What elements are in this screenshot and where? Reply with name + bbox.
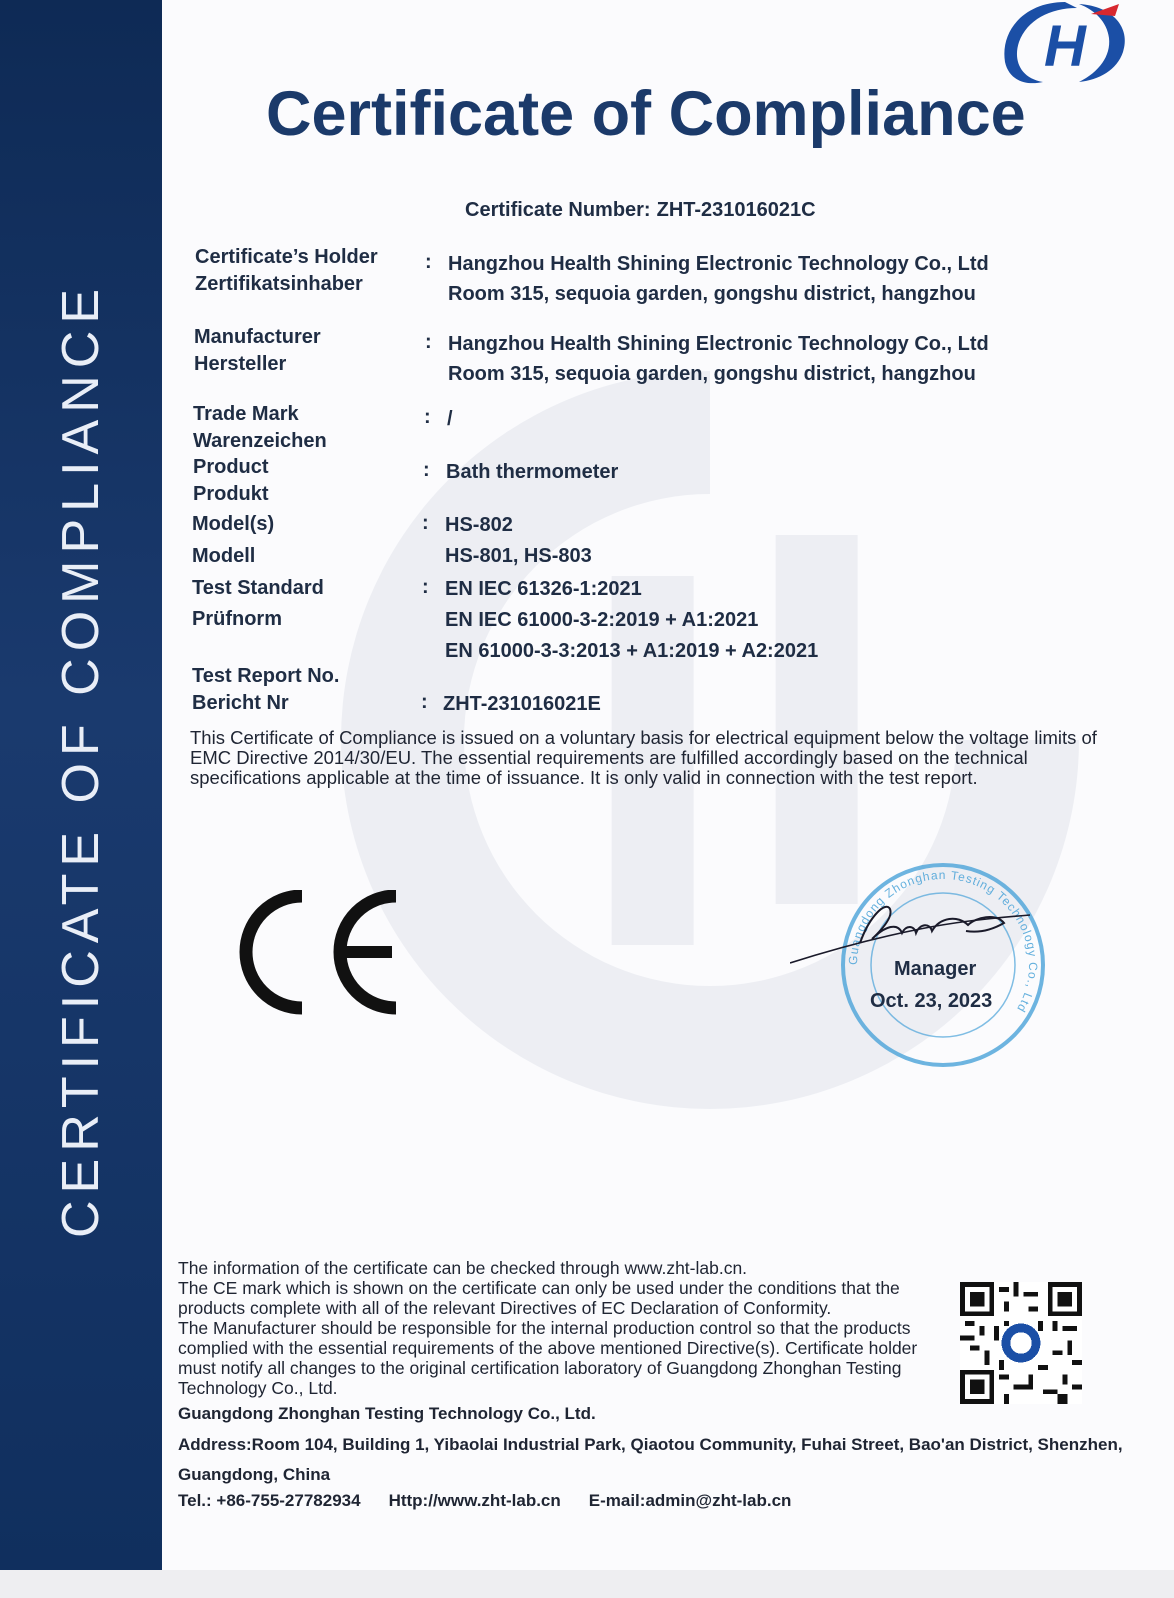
test-standard-colon: : bbox=[422, 576, 429, 598]
signer-title: Manager bbox=[894, 958, 977, 980]
certificate-number-value: ZHT-231016021C bbox=[656, 199, 816, 221]
holder-label-en: Certificate’s Holder bbox=[195, 246, 378, 268]
lab-tel: Tel.: +86-755-27782934 bbox=[178, 1491, 361, 1510]
lab-email-link[interactable]: E-mail:admin@zht-lab.cn bbox=[588, 1491, 792, 1510]
trade-mark-label-en: Trade Mark bbox=[193, 403, 299, 425]
trade-mark-colon: : bbox=[424, 406, 431, 428]
certificate-number bbox=[465, 199, 822, 222]
holder-label-de: Zertifikatsinhaber bbox=[195, 273, 363, 295]
test-report-label-en: Test Report No. bbox=[192, 665, 340, 687]
product-label-en: Product bbox=[193, 456, 269, 478]
models-label-en: Model(s) bbox=[192, 513, 275, 535]
sidebar-vertical-title: CERTIFICATE OF COMPLIANCE bbox=[52, 281, 110, 1239]
manufacturer-colon: : bbox=[425, 331, 432, 353]
footer-info-line: The Manufacturer should be responsible for the internal production control so that the products complied with the essential requirements of the above mentioned Directive(s). Certificate holder must notify all changes to the original certification laboratory of Guangdong Zhonghan Testing Technology Co., Ltd. bbox=[178, 1318, 918, 1398]
product-value: Bath thermometer bbox=[446, 461, 619, 483]
trade-mark-value: / bbox=[447, 408, 453, 430]
test-standard-label-de: Prüfnorm bbox=[192, 608, 282, 630]
manufacturer-name: Hangzhou Health Shining Electronic Technology Co., Ltd bbox=[448, 333, 989, 355]
manufacturer-label-de: Hersteller bbox=[194, 353, 287, 375]
test-standard-1: EN IEC 61326-1:2021 bbox=[445, 578, 642, 600]
signature-date: Oct. 23, 2023 bbox=[870, 990, 993, 1012]
test-report-label-de: Bericht Nr bbox=[192, 692, 289, 714]
test-standard-3: EN 61000-3-3:2013 + A1:2019 + A2:2021 bbox=[445, 640, 819, 662]
footer-info bbox=[178, 1258, 928, 1398]
holder-address: Room 315, sequoia garden, gongshu district, hangzhou bbox=[448, 283, 976, 305]
page-title: Certificate of Compliance bbox=[266, 79, 1026, 149]
models-colon: : bbox=[422, 512, 429, 534]
model-primary: HS-802 bbox=[445, 514, 513, 536]
zht-logo-icon bbox=[995, 0, 1135, 85]
footer-info-line: The CE mark which is shown on the certificate can only be used under the conditions that the products complete with all of the relevant Directives of EC Declaration of Conformity. bbox=[178, 1278, 900, 1318]
test-standard-label-en: Test Standard bbox=[192, 577, 324, 599]
models-label-de: Modell bbox=[192, 545, 256, 567]
lab-website-link[interactable]: Http://www.zht-lab.cn bbox=[388, 1491, 561, 1510]
ce-mark-icon bbox=[236, 890, 406, 1015]
test-report-colon: : bbox=[421, 691, 428, 713]
compliance-statement: This Certificate of Compliance is issued on a voluntary basis for electrical equipment below the voltage limits of EMC Directive 2014/30/EU. The essential requirements are fulfilled accordingly based on the technical specifications applicable at the time of issuance. It is only valid in connection with the test report. bbox=[190, 727, 1097, 788]
lab-contact bbox=[178, 1491, 819, 1511]
product-colon: : bbox=[423, 459, 430, 481]
lab-company-name: Guangdong Zhonghan Testing Technology Co., Ltd. bbox=[178, 1404, 596, 1423]
sidebar-band bbox=[0, 0, 162, 1570]
model-variants: HS-801, HS-803 bbox=[445, 545, 592, 567]
holder-colon: : bbox=[425, 251, 432, 273]
manufacturer-address: Room 315, sequoia garden, gongshu district, hangzhou bbox=[448, 363, 976, 385]
logo-letter: H bbox=[1044, 14, 1086, 79]
holder-name: Hangzhou Health Shining Electronic Technology Co., Ltd bbox=[448, 253, 989, 275]
product-label-de: Produkt bbox=[193, 483, 269, 505]
test-report-value: ZHT-231016021E bbox=[443, 693, 601, 715]
seal-text: Guangdong Zhonghan Testing Technology Co., Ltd bbox=[845, 867, 1041, 1016]
test-standard-2: EN IEC 61000-3-2:2019 + A1:2021 bbox=[445, 609, 759, 631]
page-bottom-margin bbox=[0, 1570, 1174, 1598]
trade-mark-label-de: Warenzeichen bbox=[193, 430, 327, 452]
manufacturer-label-en: Manufacturer bbox=[194, 326, 321, 348]
footer-info-line: The information of the certificate can be checked through www.zht-lab.cn. bbox=[178, 1258, 748, 1278]
certificate-number-label: Certificate Number: bbox=[465, 199, 651, 221]
lab-address: Address:Room 104, Building 1, Yibaolai Industrial Park, Qiaotou Community, Fuhai Street, Bao'an District, Shenzhen, Guangdong, China bbox=[178, 1435, 1123, 1484]
qr-code-icon bbox=[960, 1282, 1082, 1404]
